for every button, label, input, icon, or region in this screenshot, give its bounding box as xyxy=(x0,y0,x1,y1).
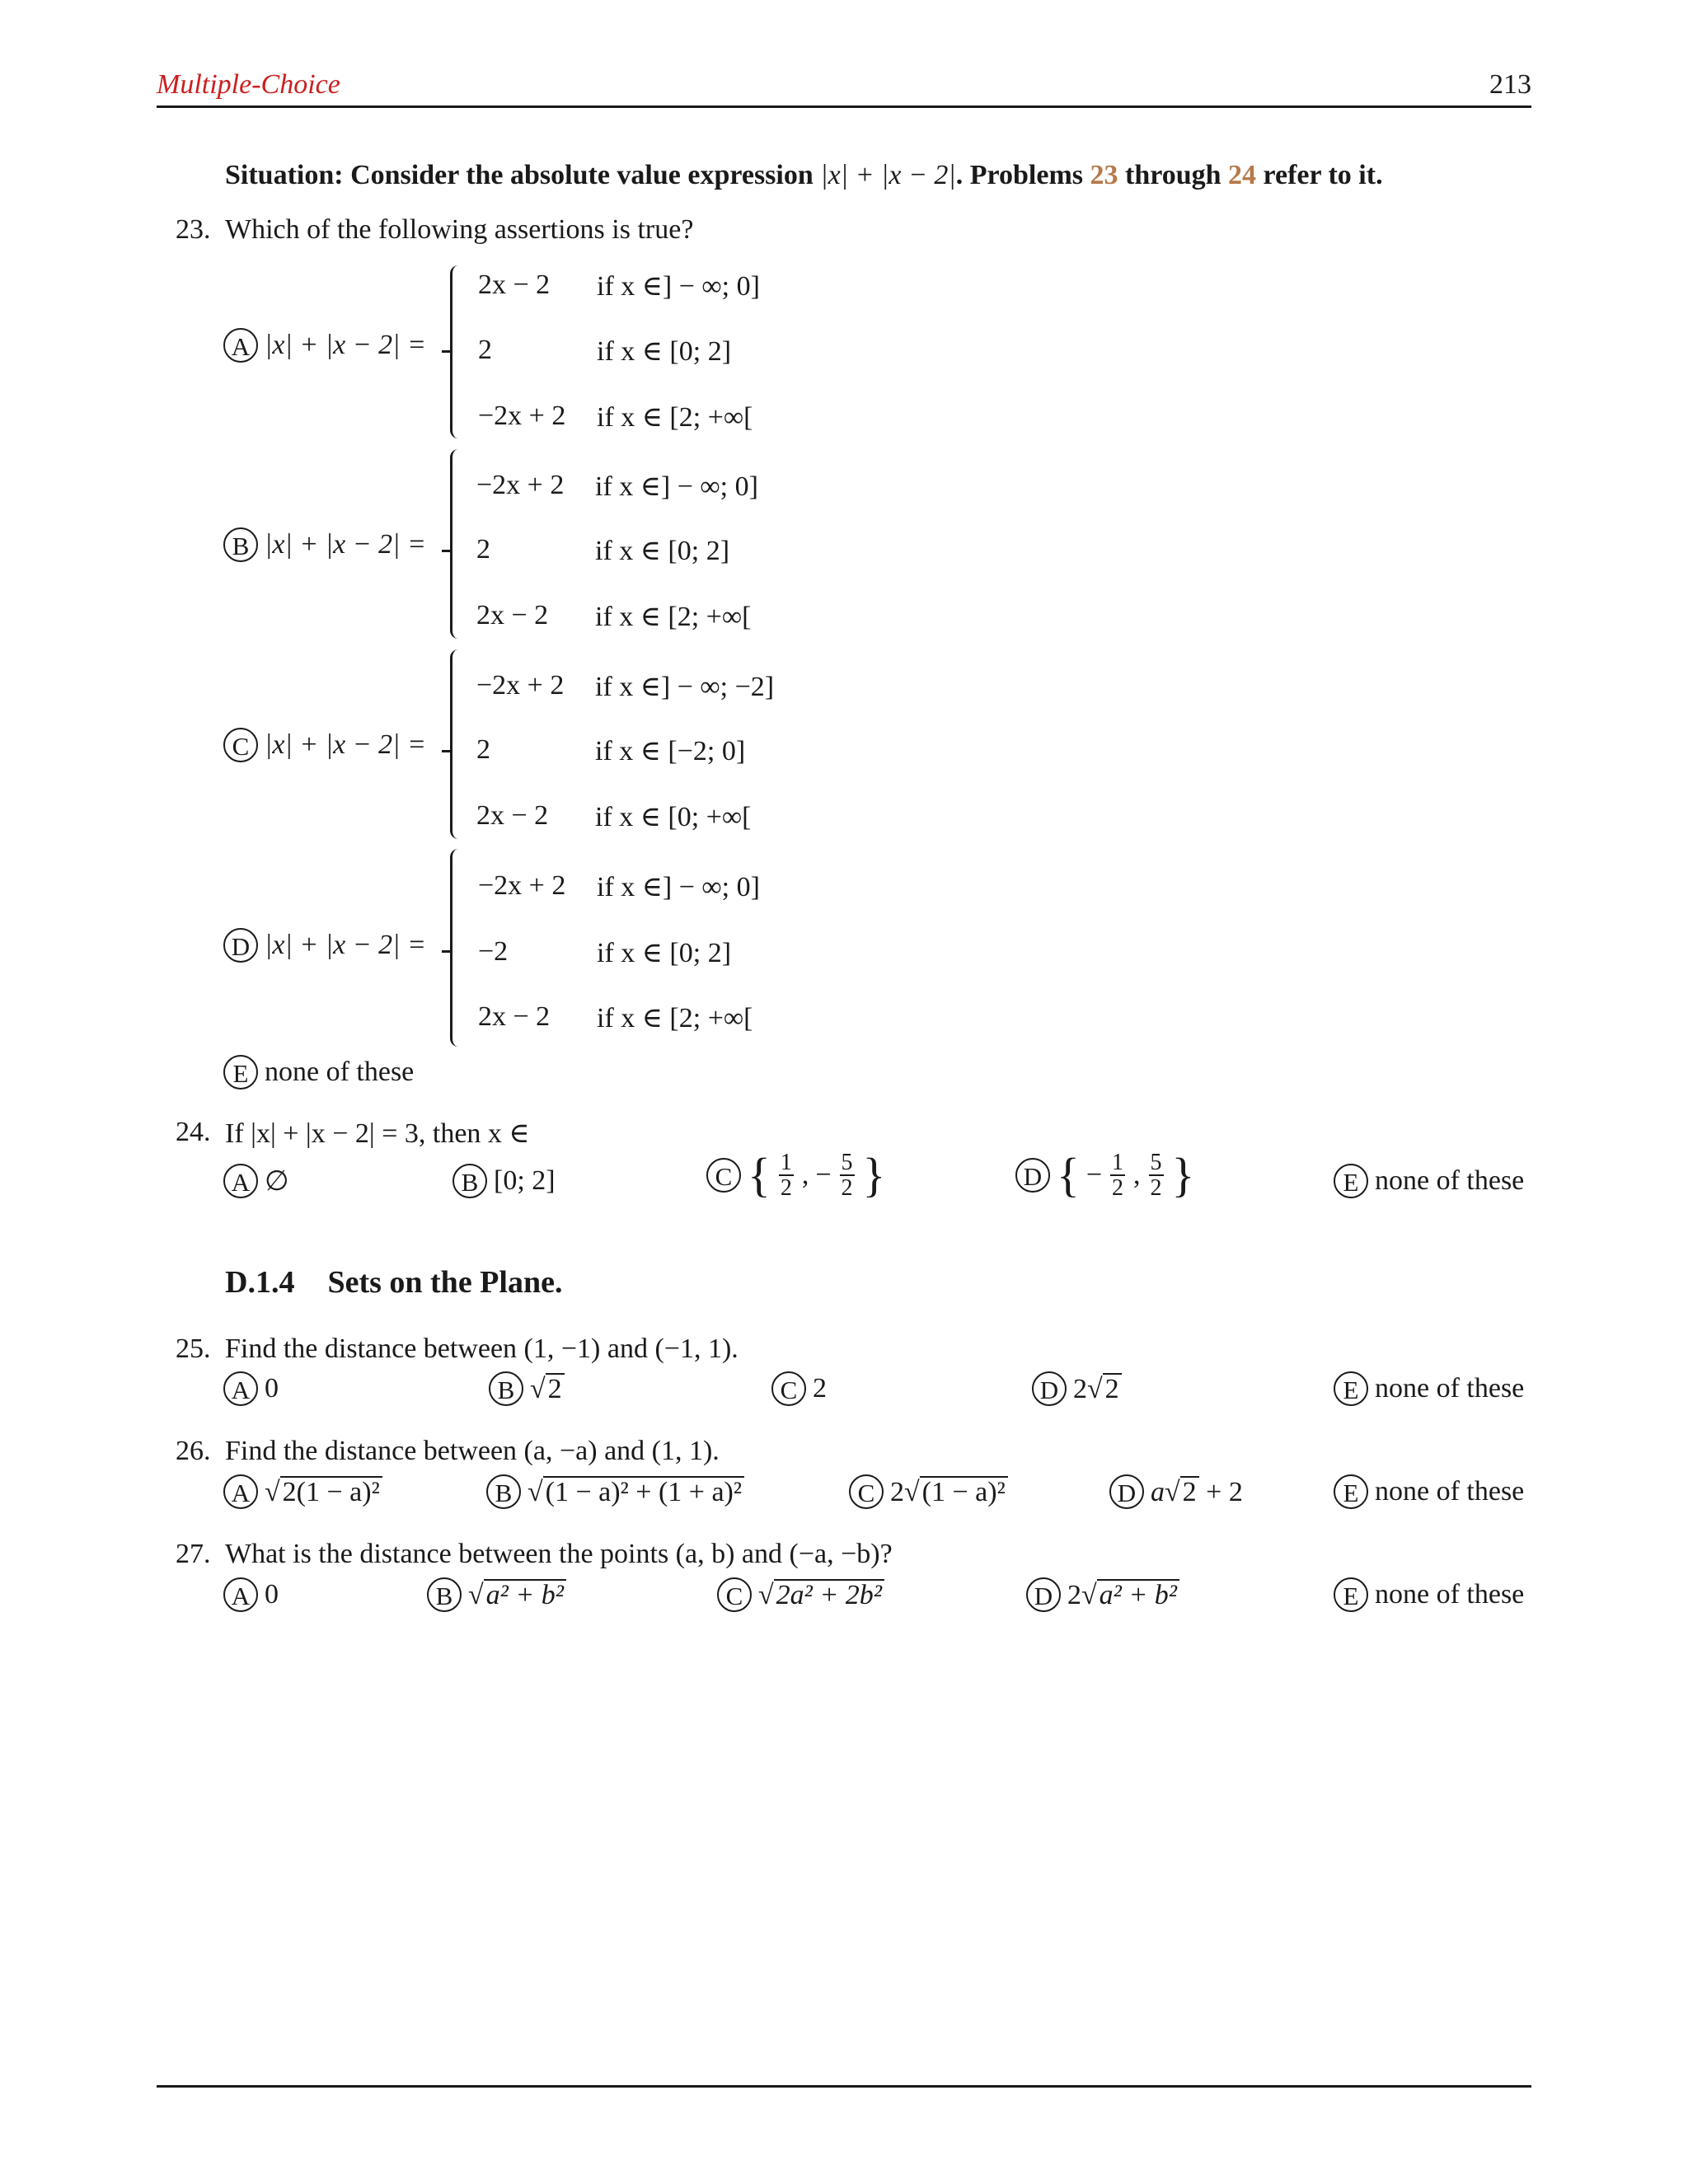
sqrt-expression: √2(1 − a)² xyxy=(265,1476,382,1508)
case-expr: 2x − 2 xyxy=(478,269,551,300)
comma: , xyxy=(801,1160,809,1191)
page-number: 213 xyxy=(1489,69,1531,100)
question-26-text: Find the distance between (a, −a) and (1, 1). xyxy=(225,1436,720,1466)
choice-circle[interactable]: B xyxy=(486,1474,521,1509)
question-25-number: 25. xyxy=(176,1333,211,1364)
case-cond: if x ∈ [−2; 0] xyxy=(595,736,746,766)
sqrt-expression: a√2 + 2 xyxy=(1151,1476,1243,1507)
q25-option-c[interactable] xyxy=(771,1371,827,1406)
case-expr: 2x − 2 xyxy=(478,1001,551,1032)
question-26-number: 26. xyxy=(176,1436,211,1466)
fraction: $\frac{1}{2}$ xyxy=(1112,1150,1124,1202)
choice-circle[interactable]: C xyxy=(706,1158,741,1193)
sqrt-expression: √a² + b² xyxy=(468,1579,566,1611)
q23-option-b[interactable] xyxy=(223,527,426,562)
choice-circle[interactable]: A xyxy=(223,1577,258,1612)
option-text: none of these xyxy=(1375,1579,1525,1610)
choice-circle[interactable]: C xyxy=(717,1577,752,1612)
q27-option-d[interactable] xyxy=(1026,1577,1179,1612)
option-text: none of these xyxy=(1375,1165,1525,1196)
choice-circle[interactable]: D xyxy=(1015,1158,1050,1193)
fraction: $\frac{5}{2}$ xyxy=(841,1150,853,1202)
case-expr: 2x − 2 xyxy=(476,800,549,831)
left-brace xyxy=(450,449,464,639)
case-expr: −2x + 2 xyxy=(476,470,565,500)
choice-circle[interactable]: C xyxy=(223,728,258,762)
choice-circle[interactable]: A xyxy=(223,1474,258,1509)
case-expr: −2x + 2 xyxy=(476,670,565,701)
q24-option-a[interactable] xyxy=(223,1164,289,1198)
left-brace xyxy=(450,849,464,1047)
sqrt-expression: √2a² + 2b² xyxy=(758,1579,884,1611)
fraction: $\frac{1}{2}$ xyxy=(780,1150,792,1202)
fraction: $\frac{5}{2}$ xyxy=(1150,1150,1162,1202)
choice-circle[interactable]: B xyxy=(489,1371,523,1406)
left-brace xyxy=(450,649,464,839)
case-cond: if x ∈ [0; 2] xyxy=(595,536,730,566)
choice-circle[interactable]: B xyxy=(223,527,258,562)
section-heading: D.1.4 Sets on the Plane. xyxy=(225,1265,563,1300)
question-25-text: Find the distance between (1, −1) and (−1, 1). xyxy=(225,1333,738,1364)
choice-circle[interactable]: E xyxy=(223,1055,258,1090)
problem-ref-24[interactable]: 24 xyxy=(1228,160,1257,190)
case-cond: if x ∈ [2; +∞[ xyxy=(595,602,752,632)
q27-option-e[interactable] xyxy=(1334,1577,1524,1612)
case-cond: if x ∈] − ∞; 0] xyxy=(595,471,758,502)
set-brace-open: { xyxy=(748,1148,771,1202)
case-cond: if x ∈ [2; +∞[ xyxy=(597,1003,753,1033)
choice-circle[interactable]: E xyxy=(1334,1577,1368,1612)
case-cond: if x ∈ [0; 2] xyxy=(597,938,732,968)
case-expr: −2x + 2 xyxy=(478,401,566,431)
running-header-title: Multiple-Choice xyxy=(157,69,340,100)
case-expr: 2 xyxy=(476,734,490,765)
case-cond: if x ∈ [2; +∞[ xyxy=(597,402,753,433)
problem-ref-23[interactable]: 23 xyxy=(1090,160,1118,190)
option-lhs: |x| + |x − 2| = xyxy=(265,729,426,760)
case-cond: if x ∈] − ∞; 0] xyxy=(597,872,760,902)
option-text: 0 xyxy=(265,1579,279,1610)
option-text: 0 xyxy=(265,1373,279,1404)
sqrt-expression: √(1 − a)² + (1 + a)² xyxy=(528,1476,744,1508)
q24-option-c[interactable] xyxy=(706,1148,886,1202)
q25-option-b[interactable] xyxy=(489,1371,565,1406)
q27-option-b[interactable] xyxy=(427,1577,566,1612)
choice-circle[interactable]: A xyxy=(223,1164,258,1198)
case-expr: −2x + 2 xyxy=(478,870,566,901)
case-expr: −2 xyxy=(478,936,509,967)
set-brace-close: } xyxy=(1171,1148,1195,1202)
comma: , xyxy=(1133,1160,1141,1191)
q25-option-e[interactable] xyxy=(1334,1371,1524,1406)
q25-option-d[interactable] xyxy=(1032,1371,1122,1406)
case-cond: if x ∈ [0; +∞[ xyxy=(595,802,752,832)
case-cond: if x ∈] − ∞; 0] xyxy=(597,271,760,302)
q23-option-d[interactable] xyxy=(223,928,426,963)
q26-option-e[interactable] xyxy=(1334,1474,1524,1509)
option-text: none of these xyxy=(1375,1476,1525,1507)
case-cond: if x ∈ [0; 2] xyxy=(597,336,732,367)
q26-option-c[interactable] xyxy=(849,1474,1008,1509)
option-text: [0; 2] xyxy=(494,1165,556,1196)
option-text: none of these xyxy=(1375,1373,1525,1404)
option-text: none of these xyxy=(265,1057,415,1087)
choice-circle[interactable]: E xyxy=(1334,1371,1368,1406)
question-23-number: 23. xyxy=(176,214,211,245)
header-rule xyxy=(157,105,1531,108)
question-23-text: Which of the following assertions is true? xyxy=(225,214,694,245)
option-lhs: |x| + |x − 2| = xyxy=(265,930,426,960)
choice-circle[interactable]: C xyxy=(771,1371,806,1406)
option-text: 2 xyxy=(813,1373,827,1404)
sqrt-expression: 2√a² + b² xyxy=(1067,1579,1179,1611)
question-27-number: 27. xyxy=(176,1539,211,1569)
minus-sign: − xyxy=(1085,1160,1103,1191)
q27-option-a[interactable] xyxy=(223,1577,279,1612)
case-cond: if x ∈] − ∞; −2] xyxy=(595,672,775,702)
option-lhs: |x| + |x − 2| = xyxy=(265,529,426,560)
q23-option-e[interactable] xyxy=(223,1055,414,1090)
q24-option-e[interactable] xyxy=(1334,1164,1524,1198)
set-brace-close: } xyxy=(862,1148,886,1202)
q26-option-d[interactable] xyxy=(1109,1474,1243,1509)
choice-circle[interactable]: C xyxy=(849,1474,884,1509)
q25-option-a[interactable] xyxy=(223,1371,279,1406)
q24-option-d[interactable] xyxy=(1015,1148,1195,1202)
choice-circle[interactable]: D xyxy=(1032,1371,1067,1406)
q27-option-c[interactable] xyxy=(717,1577,884,1612)
question-27-text: What is the distance between the points (a, b) and (−a, −b)? xyxy=(225,1539,893,1569)
q26-option-b[interactable] xyxy=(486,1474,744,1509)
choice-circle[interactable]: E xyxy=(1334,1474,1368,1509)
question-24-text: If |x| + |x − 2| = 3, then x ∈ xyxy=(225,1118,530,1149)
left-brace xyxy=(450,265,464,438)
choice-circle[interactable]: A xyxy=(223,328,258,363)
option-lhs: |x| + |x − 2| = xyxy=(265,330,426,360)
question-24-number: 24. xyxy=(176,1117,211,1147)
empty-set-symbol: ∅ xyxy=(265,1166,289,1197)
choice-circle[interactable]: A xyxy=(223,1371,258,1406)
q26-option-a[interactable] xyxy=(223,1474,382,1509)
sqrt-expression: 2√(1 − a)² xyxy=(890,1476,1008,1508)
choice-circle[interactable]: B xyxy=(427,1577,462,1612)
choice-circle[interactable]: E xyxy=(1334,1164,1368,1198)
q23-option-c[interactable] xyxy=(223,728,426,762)
case-expr: 2x − 2 xyxy=(476,600,549,630)
choice-circle[interactable]: B xyxy=(452,1164,487,1198)
sqrt-expression: 2√2 xyxy=(1073,1373,1122,1405)
choice-circle[interactable]: D xyxy=(1109,1474,1144,1509)
footer-rule xyxy=(157,2085,1531,2088)
situation-statement: Situation: Consider the absolute value expression |x| + |x − 2|. Problems 23 through 24 refer to it. xyxy=(225,160,1383,190)
case-expr: 2 xyxy=(476,534,490,565)
q24-option-b[interactable] xyxy=(452,1164,556,1198)
set-brace-open: { xyxy=(1057,1148,1080,1202)
sqrt-expression: √2 xyxy=(530,1373,565,1405)
choice-circle[interactable]: D xyxy=(223,928,258,963)
q23-option-a[interactable] xyxy=(223,328,426,363)
choice-circle[interactable]: D xyxy=(1026,1577,1061,1612)
minus-sign: − xyxy=(815,1160,832,1191)
case-expr: 2 xyxy=(478,335,492,365)
